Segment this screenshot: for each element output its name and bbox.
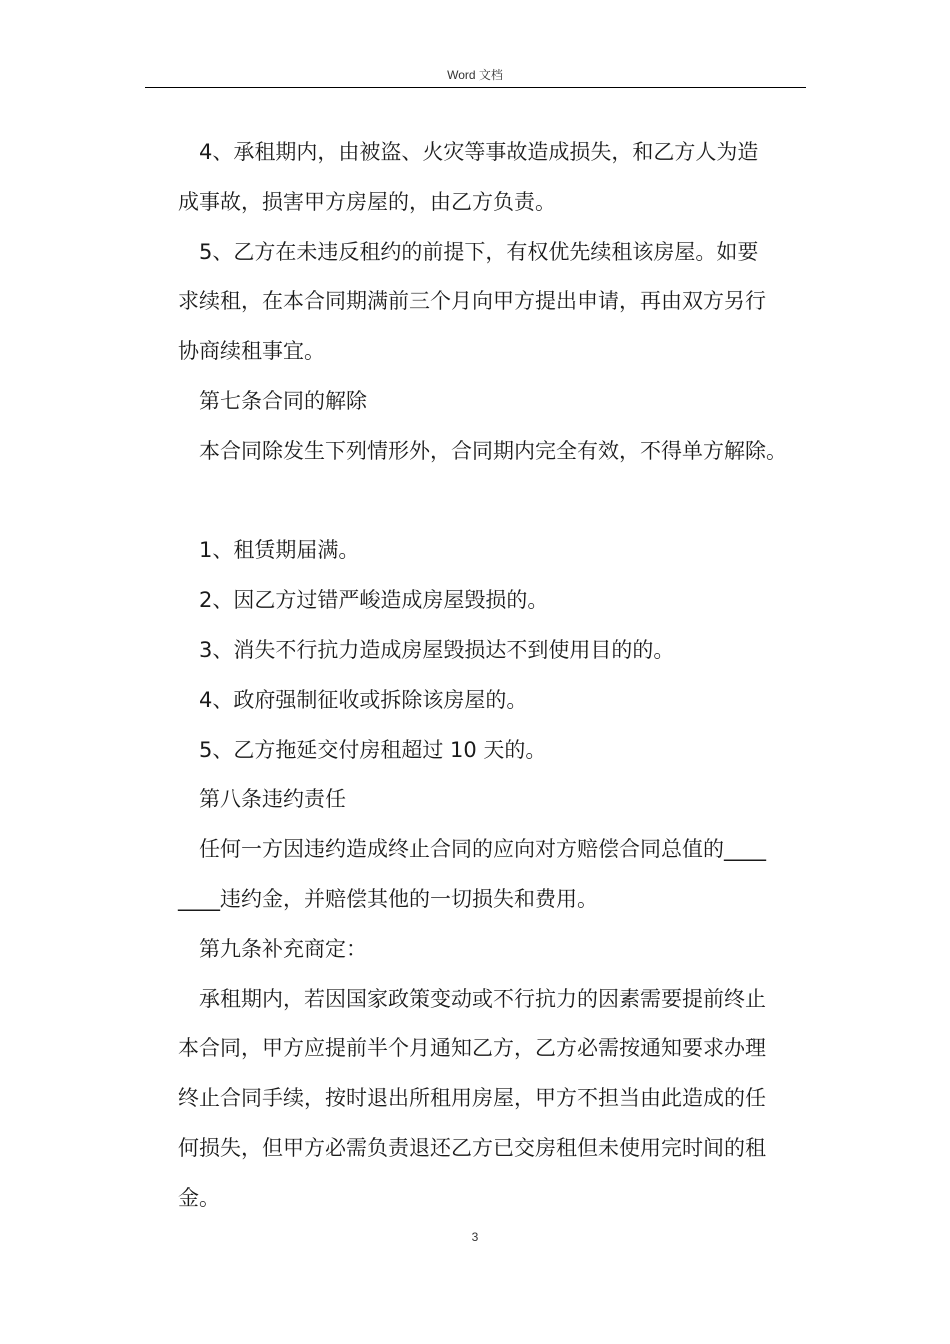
article-8-heading: 第八条违约责任 xyxy=(199,787,346,812)
article-9-line-5: 金。 xyxy=(178,1185,220,1210)
clause-4-line-1: 4、承租期内，由被盗、火灾等事故造成损失，和乙方人为造 xyxy=(199,140,759,164)
termination-item-1: 1、租赁期届满。 xyxy=(199,538,360,563)
termination-item-5: 5、乙方拖延交付房租超过 10 天的。 xyxy=(199,737,547,762)
paragraph-gap xyxy=(178,477,818,527)
header-divider xyxy=(145,87,806,88)
article-8-line-1: 任何一方因违约造成终止合同的应向对方赔偿合同总值的____ xyxy=(199,837,766,862)
article-9-line-4: 何损失，但甲方必需负责退还乙方已交房租但未使用完时间的租 xyxy=(178,1135,766,1160)
termination-item-3: 3、消失不行抗力造成房屋毁损达不到使用目的的。 xyxy=(199,637,675,662)
article-8-line-2: ____违约金，并赔偿其他的一切损失和费用。 xyxy=(178,886,598,911)
article-7-intro: 本合同除发生下列情形外，合同期内完全有效，不得单方解除。 xyxy=(199,438,787,463)
clause-5-line-2: 求续租，在本合同期满前三个月向甲方提出申请，再由双方另行 xyxy=(178,289,766,314)
article-9-heading: 第九条补充商定： xyxy=(199,936,367,961)
article-9-line-2: 本合同，甲方应提前半个月通知乙方，乙方必需按通知要求办理 xyxy=(178,1036,766,1061)
article-9-line-1: 承租期内，若因国家政策变动或不行抗力的因素需要提前终止 xyxy=(199,986,766,1011)
clause-5-line-3: 协商续租事宜。 xyxy=(178,339,325,364)
document-body xyxy=(178,128,818,1224)
clause-5-line-1: 5、乙方在未违反租约的前提下，有权优先续租该房屋。如要 xyxy=(199,239,759,264)
page-header: Word 文档 xyxy=(447,68,503,82)
article-9-line-3: 终止合同手续，按时退出所租用房屋，甲方不担当由此造成的任 xyxy=(178,1086,766,1111)
termination-item-2: 2、因乙方过错严峻造成房屋毁损的。 xyxy=(199,588,549,613)
page-number: 3 xyxy=(471,1230,479,1244)
article-7-heading: 第七条合同的解除 xyxy=(199,388,367,413)
clause-4-line-2: 成事故，损害甲方房屋的，由乙方负责。 xyxy=(178,189,556,214)
termination-item-4: 4、政府强制征收或拆除该房屋的。 xyxy=(199,687,528,712)
